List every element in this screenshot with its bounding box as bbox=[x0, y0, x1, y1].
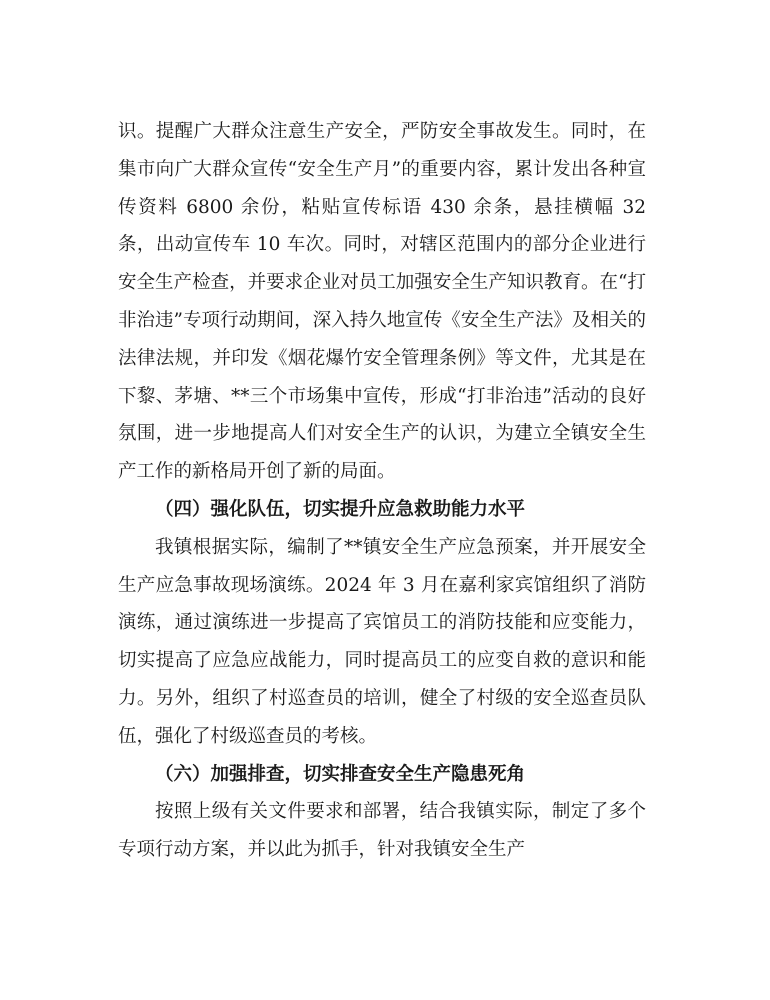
document-body bbox=[118, 113, 646, 869]
section-heading-6: （六）加强排查，切实排查安全生产隐患死角 bbox=[155, 763, 526, 785]
body-paragraph-1: 识。提醒广大群众注意生产安全，严防安全事故发生。同时，在集市向广大群众宣传“安全生产月”的重要内容，累计发出各种宣传资料 6800 余份，粘贴宣传标语 430 余条，悬挂横幅 32 条，出动宣传车 10 车次。同时，对辖区范围内的部分企业进行安全生产检查，并要求企业对员工加强安全生产知识教育。在“打非治违”专项行动期间，深入持久地宣传《安全生产法》及相关的法律法规，并印发《烟花爆竹安全管理条例》等文件，尤其是在下黎、茅塘、**三个市场集中宣传，形成“打非治违”活动的良好氛围，进一步地提高人们对安全生产的认识，为建立全镇安全生产工作的新格局开创了新的局面。 bbox=[118, 121, 646, 483]
body-paragraph-3: 按照上级有关文件要求和部署，结合我镇实际，制定了多个专项行动方案，并以此为抓手，针对我镇安全生产 bbox=[118, 801, 646, 861]
section-heading-4: （四）强化队伍，切实提升应急救助能力水平 bbox=[155, 498, 526, 520]
body-paragraph-2: 我镇根据实际，编制了**镇安全生产应急预案，并开展安全生产应急事故现场演练。2024 年 3 月在嘉利家宾馆组织了消防演练，通过演练进一步提高了宾馆员工的消防技能和应变能力，切实提高了应急应战能力，同时提高员工的应变自救的意识和能力。另外，组织了村巡查员的培训，健全了村级的安全巡查员队伍，强化了村级巡查员的考核。 bbox=[118, 536, 646, 747]
